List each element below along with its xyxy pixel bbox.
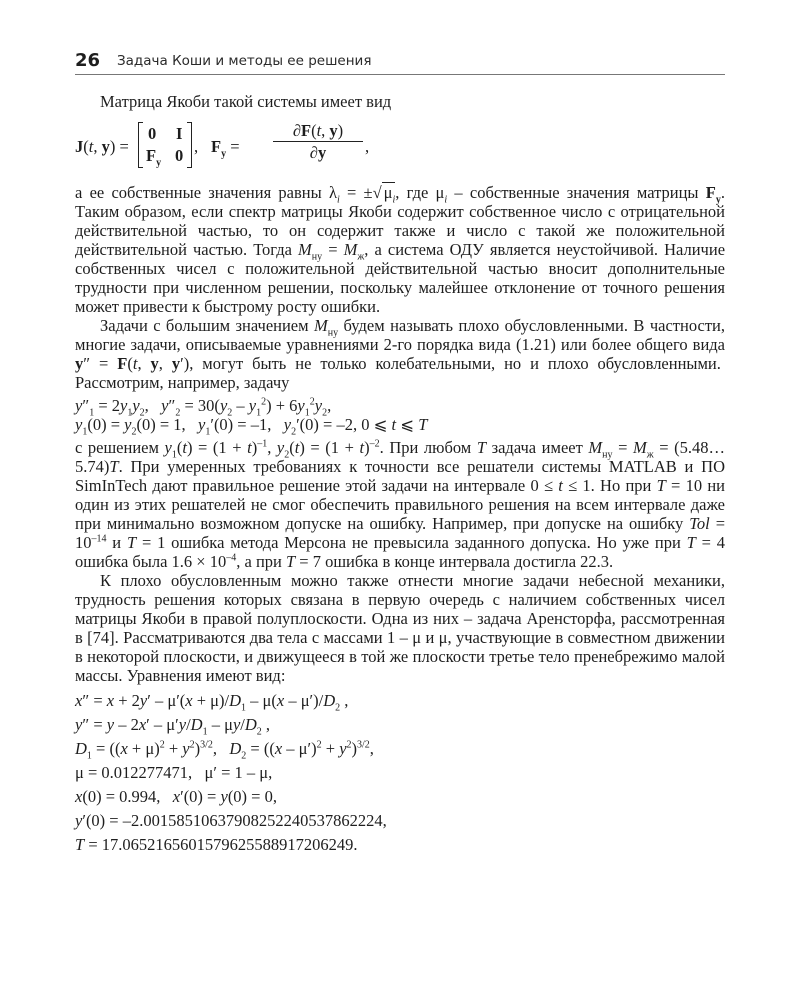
system-2-line-2: $y'' = y - 2x' - \mu'y/D_1 - \mu y/D_2$ , [75,715,271,738]
system-2-line-6: y′(0) = –2.00158510637908252240537862224, [75,811,387,830]
system-2-line-3: $D_1 = ((x + \mu)^2 + y^2)^{3/2}$, $D_2 = ((x - \mu')^2 + y^2)^{3/2}$, [75,739,374,762]
header-rule [75,74,725,75]
fy-fraction: $\frac{\partial F(t, y)}{\partial y}$ [273,121,363,162]
intro-text: Матрица Якоби такой системы имеет вид [100,92,392,111]
system-2-line-7: T = 17.0652165601579625588917206249. [75,835,358,854]
system-2-line-1: $x'' = x + 2y' - \mu'(x + \mu)/D_1 - \mu(x - \mu')/D_2$ , [75,691,349,714]
matrix-cell-21: $F_y$ [146,146,162,169]
system-2 [75,689,725,857]
matrix-cell-11: 0 [148,124,157,143]
page-number: 26 [75,50,101,71]
paragraph-3: с решением $y_1(t) = (1 + t)^{-1}$, $y_2(t) = (1 + t)^{-2}$. При любом T задача имеет $M_{ну} = M_ж$ = (5.48…5.74)T. При умеренных требованиях к точности все решатели системы MATLAB и ПО SimInTech дают правильное решение этой задачи на интервале 0 ≤ t ≤ 1. Но при T = 10 ни один из этих решателей не смог обеспечить правильного решения на всем интервале даже при минимально возможном допуске на ошибку. Например, при допуске на ошибку Tol = $10^{-14}$ и T = 1 ошибка метода Мерсона не превысила заданного допуска. Но уже при T = 4 ошибка была $1.6 \times 10^{-4}$, а при T = 7 ошибка в конце интервала достигла 22.3. [75,438,725,571]
jacobian-lhs: J(t, y) = [75,137,129,156]
system-2-line-4: μ = 0.012277471, μ′ = 1 – μ, [75,763,273,782]
matrix-cell-22: 0 [175,146,184,165]
paragraph-4: К плохо обусловленным можно также отнести многие задачи небесной механики, трудность решения которых связана в первую очередь с наличием собственных чисел матрицы Якоби в правой полуплоскости. Одна из них – задача Аренсторфа, рассмотренная в [74]. Рассматриваются два тела с массами 1 – μ и μ, участвующие в совместном движении в некоторой плоскости, и движущееся в той же плоскости третье тело пренебрежимо малой массы. Уравнения имеют вид: [75,571,725,685]
fy-definition: $F_y$ = [211,137,240,160]
system-1-line-2: $y_1(0) = y_2(0) = 1$, $y_1'(0) = -1$, $y_2'(0) = -2$, 0 ⩽ t ⩽ T [75,415,428,438]
page-body [75,92,725,857]
paragraph-2: Задачи с большим значением $M_{ну}$ будем называть плохо обусловленными. В частности, многие задачи, описываемые уравнениями 2-го порядка вида (1.21) или более общего вида y″ = F(t, y, y′), могут быть не только колебательными, но и плохо обусловленными. Рассмотрим, например, задачу [75,316,726,392]
running-title: Задача Коши и методы ее решения [117,53,372,69]
system-2-line-5: x(0) = 0.994, x′(0) = y(0) = 0, [75,787,277,806]
matrix-cell-12: I [176,124,183,143]
system-1 [75,396,725,438]
system-1-line-1: $y''_1 = 2y_1y_2$, $y''_2 = 30(y_2 - y_1^2) + 6y_1^2y_2$, [75,396,332,419]
jacobian-formula: J(t, y) = 0 I $F_y$ 0 , $F_y$ = $\frac{\partial F(t, y)}{\partial y}$ , [75,121,370,169]
page-header [75,50,725,72]
paragraph-1: а ее собственные значения равны $\lambda_i$ = ±√ $\mu_i$, где $\mu_i$ – собственные значения матрицы $F_y$. Таким образом, если спектр матрицы Якоби содержит собственное число с отрицательной действительной частью, то он содержит также и число с такой же положительной действительной частью. Тогда $M_{ну} = M_ж$, а система ОДУ является неустойчивой. Наличие собственных чисел с положительной действительной частью вносит дополнительные трудности при численном решении, поскольку малейшее отклонение от точного решения может привести к быстрому росту ошибки. [75,183,726,316]
jacobian-matrix [138,122,192,170]
